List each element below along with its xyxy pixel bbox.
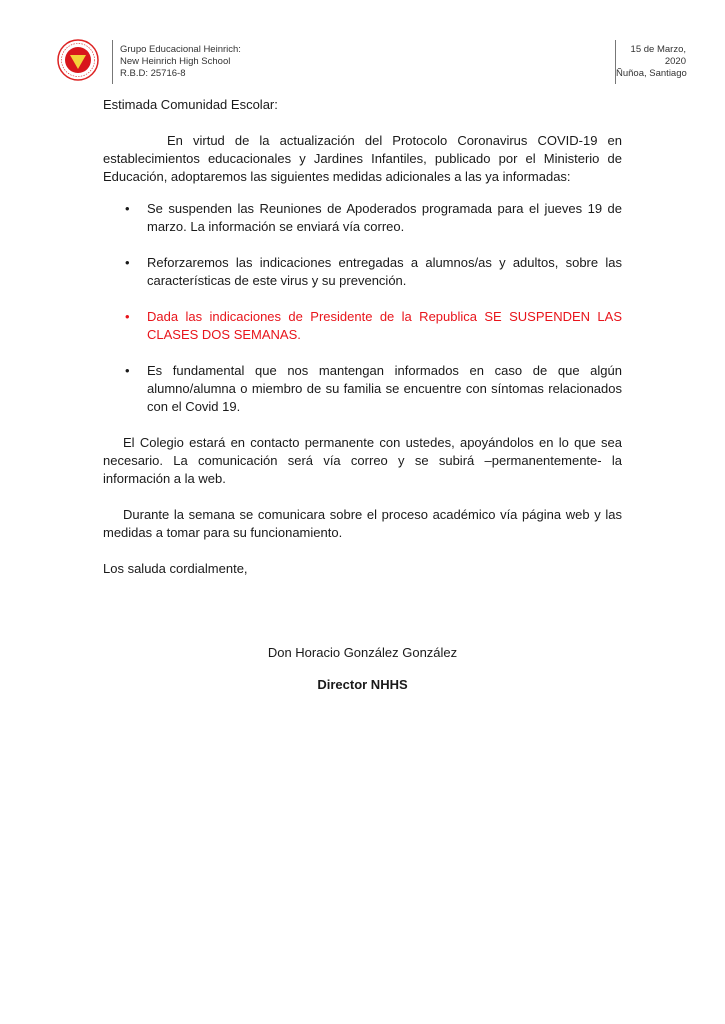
school-crest-icon bbox=[56, 38, 100, 82]
letter-body bbox=[103, 96, 622, 578]
list-item-text: Se suspenden las Reuniones de Apoderados programada para el jueves 19 de marzo. La información se enviará vía correo. bbox=[147, 201, 622, 234]
letter-date bbox=[616, 44, 686, 80]
list-item-text: Reforzaremos las indicaciones entregadas a alumnos/as y adultos, sobre las características de este virus y su prevención. bbox=[147, 255, 622, 288]
school-info bbox=[120, 44, 241, 80]
school-crest-logo bbox=[56, 38, 100, 82]
list-item-text: Dada las indicaciones de Presidente de la Republica SE SUSPENDEN LAS CLASES DOS SEMANAS. bbox=[147, 309, 622, 342]
school-group-name: Grupo Educacional Heinrich: bbox=[120, 44, 241, 55]
school-name: New Heinrich High School bbox=[120, 56, 231, 67]
academic-paragraph: Durante la semana se comunicara sobre el proceso académico vía página web y las medidas a tomar para su funcionamiento. bbox=[103, 507, 622, 540]
intro-paragraph: En virtud de la actualización del Protocolo Coronavirus COVID-19 en establecimientos educacionales y Jardines Infantiles, publicado por el Ministerio de Educación, adoptaremos las siguientes medidas adicionales a las ya informadas: bbox=[103, 133, 622, 184]
list-item bbox=[103, 254, 622, 290]
header-divider-left bbox=[112, 40, 113, 84]
list-item bbox=[103, 362, 622, 416]
date-year: 2020 bbox=[664, 56, 686, 67]
letterhead bbox=[50, 36, 690, 84]
closing: Los saluda cordialmente, bbox=[103, 561, 248, 576]
list-item-text: Es fundamental que nos mantengan informados en caso de que algún alumno/alumna o miembro de su familia se encuentre con síntomas relacionados con el Covid 19. bbox=[147, 363, 622, 414]
date-day-month: 15 de Marzo, bbox=[630, 44, 686, 55]
bullet-icon: • bbox=[125, 363, 130, 378]
bullet-icon: • bbox=[125, 255, 130, 270]
bullet-icon: • bbox=[125, 309, 130, 324]
date-location: Ñuñoa, Santiago bbox=[616, 68, 687, 79]
list-item bbox=[103, 200, 622, 236]
signature-name: Don Horacio González González bbox=[267, 645, 458, 660]
greeting: Estimada Comunidad Escolar: bbox=[103, 97, 278, 112]
measures-list bbox=[103, 200, 622, 416]
signature-title: Director NHHS bbox=[317, 677, 408, 692]
bullet-icon: • bbox=[125, 201, 130, 216]
list-item-highlighted bbox=[103, 308, 622, 344]
school-rbd: R.B.D: 25716-8 bbox=[120, 68, 186, 79]
contact-paragraph: El Colegio estará en contacto permanente con ustedes, apoyándolos en lo que sea necesario. La comunicación será vía correo y se subirá –permanentemente- la información a la web. bbox=[103, 435, 622, 486]
